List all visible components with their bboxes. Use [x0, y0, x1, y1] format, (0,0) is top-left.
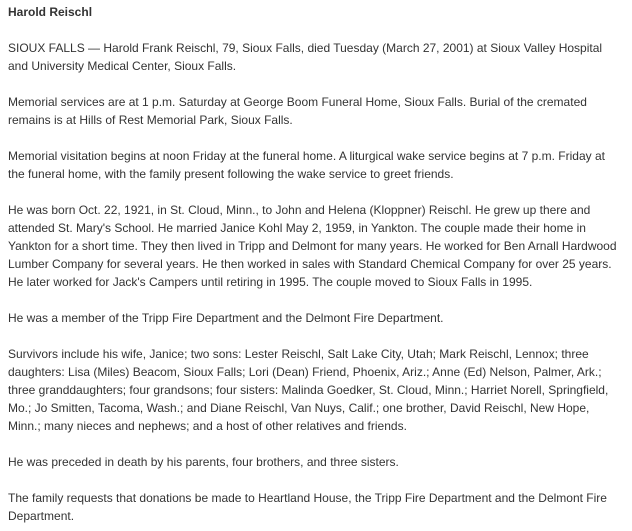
obituary-paragraph-services: Memorial services are at 1 p.m. Saturday at George Boom Funeral Home, Sioux Falls. Burial of the cremated remains is at Hills of Rest Memorial Park, Sioux Falls. — [8, 95, 587, 127]
obituary-paragraph-survivors: Survivors include his wife, Janice; two sons: Lester Reischl, Salt Lake City, Utah; Mark Reischl, Lennox; three daughters: Lisa (Miles) Beacom, Sioux Falls; Lori (Dean) Friend, Phoenix, Ariz.; Anne (Ed) Nelson, Palmer, Ark.; three granddaughters; four grandsons; four sisters: Malinda Goedker, St. Cloud, Minn.; Harriet Norell, Springfield, Mo.; Jo Smitten, Tacoma, Wash.; and Diane Reischl, Van Nuys, Calif.; one brother, David Reischl, New Hope, Minn.; many nieces and nephews; and a host of other relatives and friends. — [8, 347, 609, 433]
obituary-paragraph-biography: He was born Oct. 22, 1921, in St. Cloud, Minn., to John and Helena (Kloppner) Reischl. He grew up there and attended St. Mary's School. He married Janice Kohl May 2, 1959, in Yankton. The couple made their home in Yankton for a short time. They then lived in Tripp and Delmont for many years. He worked for Ben Arnall Hardwood Lumber Company for several years. He then worked in sales with Standard Chemical Company for over 25 years. He later worked for Jack's Campers until retiring in 1995. The couple moved to Sioux Falls in 1995. — [8, 203, 617, 289]
obituary-paragraph-donations: The family requests that donations be made to Heartland House, the Tripp Fire Department and the Delmont Fire Department. — [8, 491, 607, 523]
obituary-paragraph-visitation: Memorial visitation begins at noon Friday at the funeral home. A liturgical wake service begins at 7 p.m. Friday at the funeral home, with the family present following the wake service to greet friends. — [8, 149, 605, 181]
obituary-paragraph-memberships: He was a member of the Tripp Fire Department and the Delmont Fire Department. — [8, 311, 444, 325]
obituary-title: Harold Reischl — [8, 5, 93, 19]
obituary-paragraph-death-notice: SIOUX FALLS — Harold Frank Reischl, 79, Sioux Falls, died Tuesday (March 27, 2001) at Sioux Valley Hospital and University Medical Center, Sioux Falls. — [8, 41, 603, 73]
obituary-paragraph-preceded: He was preceded in death by his parents, four brothers, and three sisters. — [8, 455, 399, 469]
